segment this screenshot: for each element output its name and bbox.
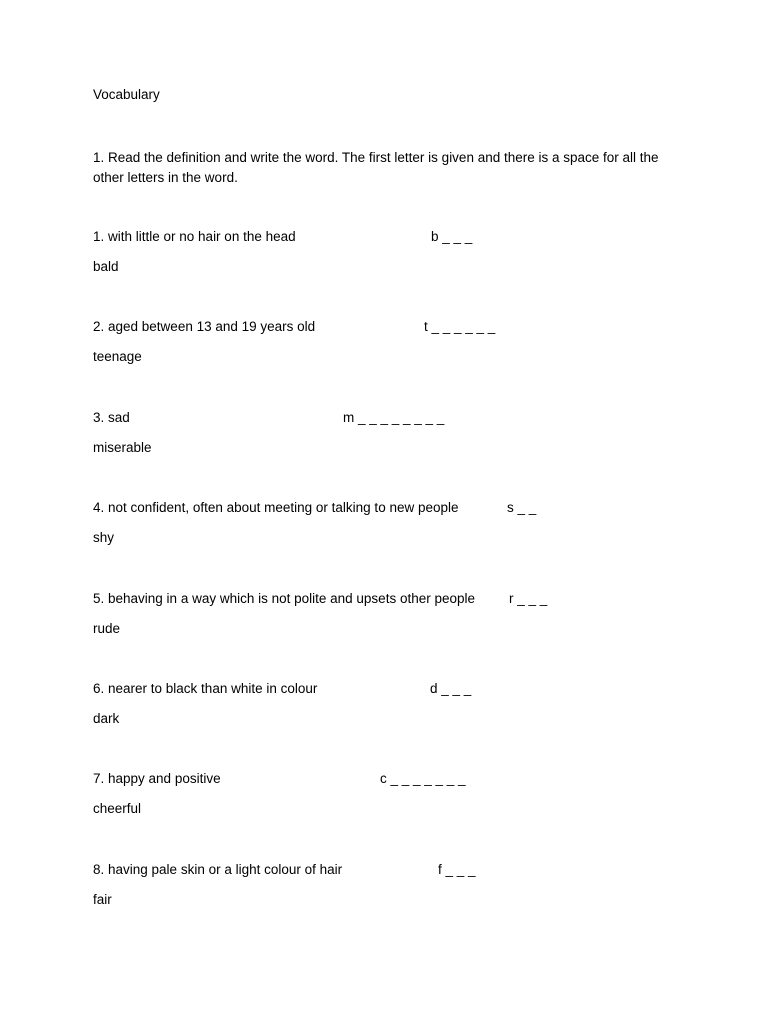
answer-text: cheerful <box>93 801 142 816</box>
letter-hint: s _ _ <box>507 500 537 515</box>
definition-text: 8. having pale skin or a light colour of hair <box>93 862 343 877</box>
instructions-paragraph: 1. Read the definition and write the word. The first letter is given and there is a space for all the other letters in the word. <box>93 150 659 185</box>
definition-text: 7. happy and positive <box>93 771 221 786</box>
vocabulary-item <box>93 229 693 289</box>
definition-text: 6. nearer to black than white in colour <box>93 681 318 696</box>
letter-hint: r _ _ _ <box>509 591 548 606</box>
answer-text: teenage <box>93 349 142 364</box>
vocabulary-item <box>93 681 693 741</box>
vocabulary-item <box>93 319 693 379</box>
answer-text: dark <box>93 711 120 726</box>
answer-text: rude <box>93 621 121 636</box>
answer-text: miserable <box>93 440 152 455</box>
letter-hint: t _ _ _ _ _ _ <box>424 319 496 334</box>
answer-text: shy <box>93 530 115 545</box>
vocabulary-item <box>93 410 693 470</box>
letter-hint: c _ _ _ _ _ _ _ <box>380 771 466 786</box>
definition-text: 3. sad <box>93 410 130 425</box>
definition-text: 1. with little or no hair on the head <box>93 229 296 244</box>
vocabulary-item <box>93 771 693 831</box>
letter-hint: f _ _ _ <box>438 862 476 877</box>
vocabulary-item <box>93 500 693 560</box>
vocabulary-item <box>93 862 693 922</box>
answer-text: bald <box>93 259 119 274</box>
letter-hint: b _ _ _ <box>431 229 473 244</box>
letter-hint: m _ _ _ _ _ _ _ _ <box>343 410 445 425</box>
answer-text: fair <box>93 892 112 907</box>
letter-hint: d _ _ _ <box>430 681 472 696</box>
vocabulary-item <box>93 591 693 651</box>
page-title: Vocabulary <box>93 87 160 102</box>
definition-text: 4. not confident, often about meeting or talking to new people <box>93 500 459 515</box>
definition-text: 5. behaving in a way which is not polite and upsets other people <box>93 591 476 606</box>
definition-text: 2. aged between 13 and 19 years old <box>93 319 316 334</box>
